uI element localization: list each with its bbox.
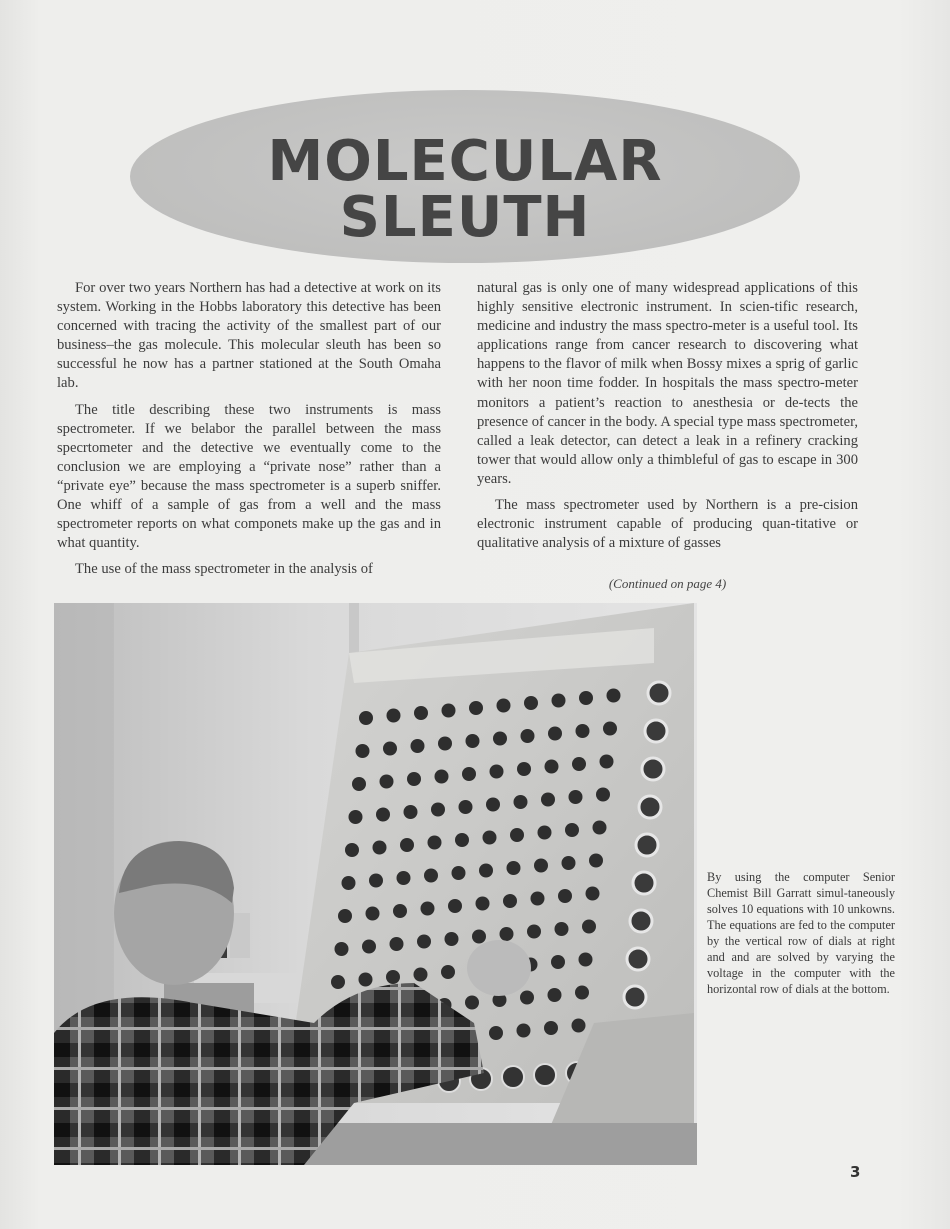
dial-knob-icon	[531, 892, 545, 906]
dial-knob-icon	[400, 838, 414, 852]
vertical-dial-icon	[639, 796, 661, 818]
dial-knob-icon	[428, 836, 442, 850]
horizontal-dial-icon	[502, 1066, 524, 1088]
dial-knob-icon	[362, 940, 376, 954]
dial-knob-icon	[479, 864, 493, 878]
dial-knob-icon	[455, 833, 469, 847]
vertical-dial-icon	[642, 758, 664, 780]
dial-knob-icon	[552, 694, 566, 708]
dial-knob-icon	[459, 800, 473, 814]
dial-knob-icon	[386, 970, 400, 984]
dial-knob-icon	[548, 727, 562, 741]
dial-knob-icon	[572, 757, 586, 771]
dial-knob-icon	[397, 871, 411, 885]
dial-knob-icon	[387, 709, 401, 723]
dial-knob-icon	[538, 826, 552, 840]
dial-knob-icon	[589, 854, 603, 868]
dial-knob-icon	[331, 975, 345, 989]
dial-knob-icon	[414, 706, 428, 720]
dial-knob-icon	[383, 742, 397, 756]
dial-knob-icon	[541, 793, 555, 807]
dial-knob-icon	[603, 722, 617, 736]
dial-knob-icon	[438, 737, 452, 751]
dial-knob-icon	[373, 841, 387, 855]
dial-knob-icon	[586, 887, 600, 901]
dial-knob-icon	[435, 770, 449, 784]
dial-knob-icon	[342, 876, 356, 890]
dial-knob-icon	[579, 691, 593, 705]
photo-illustration	[54, 603, 697, 1165]
dial-knob-icon	[527, 925, 541, 939]
dial-knob-icon	[414, 968, 428, 982]
dial-knob-icon	[421, 902, 435, 916]
dial-knob-icon	[575, 986, 589, 1000]
dial-knob-icon	[465, 996, 479, 1010]
dial-knob-icon	[607, 689, 621, 703]
dial-knob-icon	[545, 760, 559, 774]
dial-knob-icon	[411, 739, 425, 753]
paragraph: The title describing these two instruments is mass spectrometer. If we belabor the parallel between the mass specrtometer and the detective we eventually come to the conclusion we are employing a “private nose” rather than a “private eye” because the mass spectrometer is a superb sniffer. One whiff of a sample of gas from a well and the mass spectrometer reports on what componets make up the gas and in what quantity.	[57, 401, 441, 552]
dial-knob-icon	[431, 803, 445, 817]
dial-knob-icon	[356, 744, 370, 758]
dial-knob-icon	[497, 699, 511, 713]
dial-knob-icon	[349, 810, 363, 824]
dial-knob-icon	[517, 762, 531, 776]
page-number: 3	[850, 1163, 861, 1181]
dial-knob-icon	[462, 767, 476, 781]
dial-knob-icon	[493, 732, 507, 746]
dial-knob-icon	[565, 823, 579, 837]
paragraph: For over two years Northern has had a detective at work on its system. Working in the Hobbs laboratory this detective has been concerned with tracing the activity of the smallest part of our business–the gas molecule. This molecular sleuth has been so successful he now has a partner stationed at the South Omaha lab.	[57, 280, 441, 392]
vertical-dial-icon	[630, 910, 652, 932]
dial-knob-icon	[369, 874, 383, 888]
dial-knob-icon	[551, 955, 565, 969]
right-column	[477, 279, 858, 560]
dial-knob-icon	[486, 798, 500, 812]
dial-knob-icon	[404, 805, 418, 819]
dial-knob-icon	[534, 859, 548, 873]
dial-knob-icon	[562, 856, 576, 870]
dial-knob-icon	[544, 1021, 558, 1035]
dial-knob-icon	[514, 795, 528, 809]
paragraph: natural gas is only one of many widespread applications of this highly sensitive electronic instrument. In scien-tific research, medicine and industry the mass spectro-meter is a useful tool. Its applications range from cancer research to discovering what happens to the flavor of milk when Bossy mixes a sprig of garlic with her noon time fodder. In hospitals the mass spectro-meter monitors a patient’s reaction to anesthesia or de-tects the presence of cancer in the body. A special type mass spectrometer, called a leak detector, can detect a leak in a refinery cracking tower that would allow only a thimbleful of gas to escape in 300 years.	[477, 280, 859, 487]
dial-knob-icon	[507, 861, 521, 875]
vertical-dial-icon	[648, 682, 670, 704]
dial-knob-icon	[359, 711, 373, 725]
vertical-dial-icon	[645, 720, 667, 742]
dial-knob-icon	[489, 1026, 503, 1040]
dial-knob-icon	[448, 899, 462, 913]
paragraph: The mass spectrometer used by Northern is a pre-cision electronic instrument capable of producing quan-titative or qualitative analysis of a mixture of gasses	[477, 497, 858, 552]
dial-knob-icon	[500, 927, 514, 941]
photo-chemist-at-analog-computer	[54, 603, 697, 1165]
dial-knob-icon	[407, 772, 421, 786]
dial-knob-icon	[569, 790, 583, 804]
dial-knob-icon	[359, 973, 373, 987]
dial-knob-icon	[366, 907, 380, 921]
dial-knob-icon	[555, 922, 569, 936]
dial-knob-icon	[442, 704, 456, 718]
dial-knob-icon	[417, 935, 431, 949]
dial-knob-icon	[558, 889, 572, 903]
dial-knob-icon	[345, 843, 359, 857]
dial-knob-icon	[472, 930, 486, 944]
dial-knob-icon	[548, 988, 562, 1002]
paragraph: The use of the mass spectrometer in the analysis of	[75, 561, 373, 578]
dial-knob-icon	[376, 808, 390, 822]
dial-knob-icon	[352, 777, 366, 791]
dial-knob-icon	[483, 831, 497, 845]
dial-knob-icon	[441, 965, 455, 979]
dial-knob-icon	[393, 904, 407, 918]
dial-knob-icon	[593, 821, 607, 835]
left-column	[57, 279, 441, 586]
continued-note: (Continued on page 4)	[608, 576, 727, 591]
article-title: MOLECULAR SLEUTH	[267, 129, 663, 250]
dial-knob-icon	[380, 775, 394, 789]
dial-knob-icon	[490, 765, 504, 779]
dial-knob-icon	[517, 1024, 531, 1038]
dial-knob-icon	[466, 734, 480, 748]
dial-knob-icon	[510, 828, 524, 842]
dial-knob-icon	[596, 788, 610, 802]
vertical-dial-icon	[624, 986, 646, 1008]
dial-knob-icon	[572, 1019, 586, 1033]
vertical-dial-icon	[633, 872, 655, 894]
dial-knob-icon	[582, 920, 596, 934]
dial-knob-icon	[576, 724, 590, 738]
photo-caption: By using the computer Senior Chemist Bill Garratt simul-taneously solves 10 equations with 10 unkowns. The equations are fed to the computer by the vertical row of dials at right and and are solved by varying the voltage in the computer with the horizontal row of dials at the bottom.	[707, 870, 895, 996]
dial-knob-icon	[390, 937, 404, 951]
dial-knob-icon	[424, 869, 438, 883]
dial-knob-icon	[520, 991, 534, 1005]
horizontal-dial-icon	[534, 1064, 556, 1086]
dial-knob-icon	[445, 932, 459, 946]
dial-knob-icon	[476, 897, 490, 911]
vertical-dial-icon	[636, 834, 658, 856]
dial-knob-icon	[338, 909, 352, 923]
dial-knob-icon	[524, 696, 538, 710]
dial-knob-icon	[452, 866, 466, 880]
dial-knob-icon	[469, 701, 483, 715]
dial-knob-icon	[521, 729, 535, 743]
vertical-dial-icon	[627, 948, 649, 970]
dial-knob-icon	[600, 755, 614, 769]
dial-knob-icon	[579, 953, 593, 967]
dial-knob-icon	[335, 942, 349, 956]
dial-knob-icon	[503, 894, 517, 908]
